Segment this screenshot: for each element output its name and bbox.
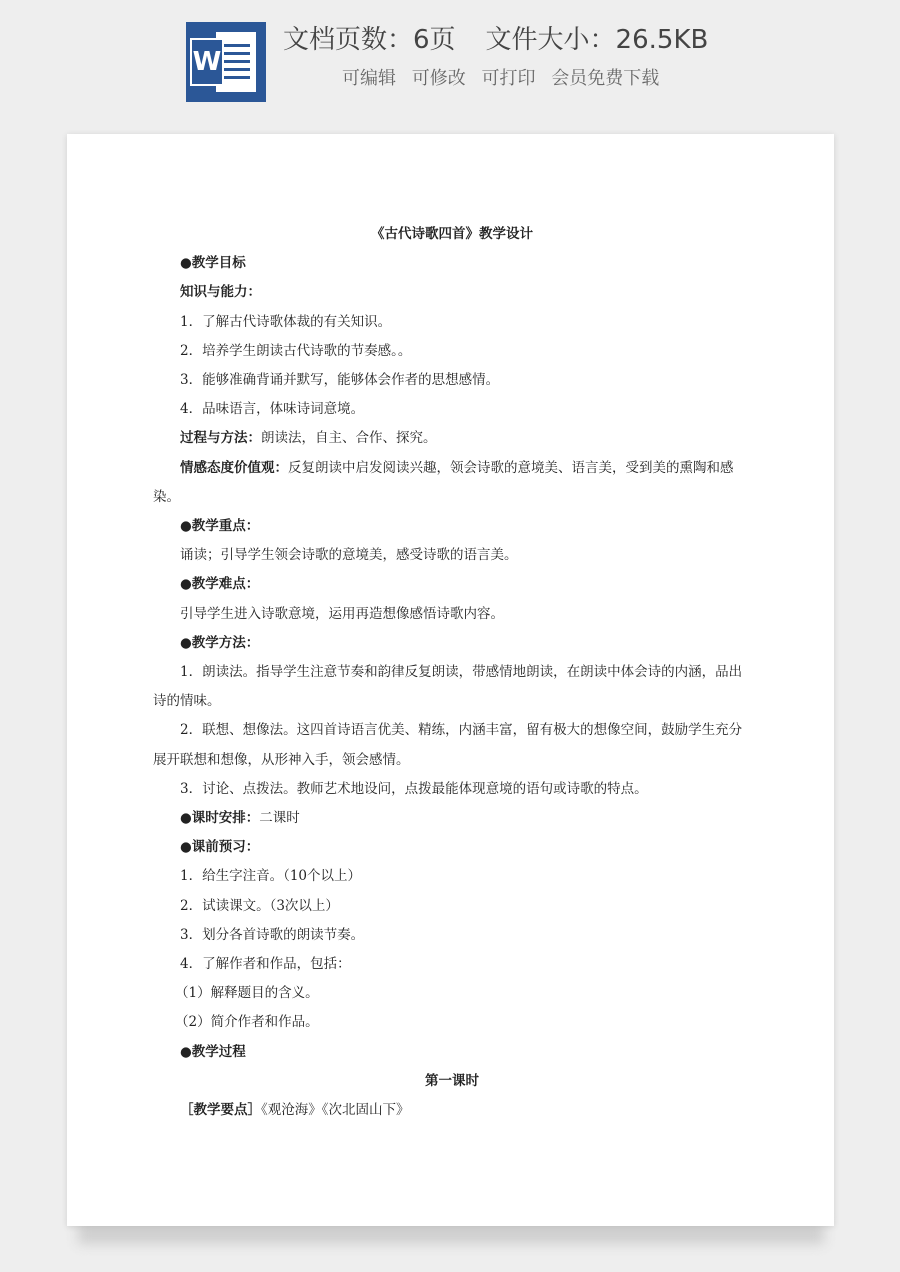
points-label: ［教学要点］ <box>180 1102 261 1119</box>
file-size: 文件大小：26.5KB <box>485 25 709 55</box>
emotion-paragraph <box>153 454 751 512</box>
preview-heading: ●课前预习： <box>180 839 260 856</box>
teaching-points-paragraph <box>153 1096 751 1125</box>
knowledge-item: 4．品味语言，体味诗词意境。 <box>180 401 365 418</box>
schedule-text: 二课时 <box>259 810 300 827</box>
key-text: 诵读；引导学生领会诗歌的意境美，感受诗歌的语言美。 <box>180 547 518 564</box>
method-heading: ●教学方法： <box>180 634 260 651</box>
feature-member-download: 会员免费下载 <box>551 68 660 89</box>
feature-modifiable: 可修改 <box>411 68 466 89</box>
points-text: 《观沧海》《次北固山下》 <box>261 1102 410 1119</box>
page-count: 文档页数：6页 <box>283 25 456 55</box>
teaching-process-heading: ●教学过程 <box>180 1043 246 1060</box>
method-item: 1．朗读法。指导学生注意节奏和韵律反复朗读，带感情地朗读，在朗读中体会诗的内涵，品出诗的情味。 <box>153 664 743 710</box>
document-title: 《古代诗歌四首》教学设计 <box>371 226 533 242</box>
file-stats <box>283 22 708 58</box>
word-icon-line <box>222 60 250 63</box>
goals-heading: ●教学目标 <box>180 255 246 272</box>
preview-subitem: （1）解释题目的含义。 <box>175 985 319 1002</box>
preview-item: 2．试读课文。（3次以上） <box>180 897 339 914</box>
preview-item: 3．划分各首诗歌的朗读节奏。 <box>180 926 365 943</box>
word-icon-line <box>222 76 250 79</box>
feature-editable: 可编辑 <box>342 68 396 89</box>
preview-subitem: （2）简介作者和作品。 <box>175 1014 319 1031</box>
word-document-icon <box>186 22 266 102</box>
knowledge-item: 3．能够准确背诵并默写，能够体会作者的思想感情。 <box>180 372 500 389</box>
feature-printable: 可打印 <box>481 68 536 89</box>
method-item: 3．讨论、点拨法。教师艺术地设问，点拨最能体现意境的语句或诗歌的特点。 <box>180 780 648 797</box>
feature-list <box>342 66 669 92</box>
word-icon-letter: W <box>192 47 222 77</box>
word-icon-line <box>222 44 250 47</box>
download-info-header <box>0 0 900 120</box>
process-method-paragraph <box>153 424 751 453</box>
process-label: 过程与方法： <box>180 430 261 447</box>
word-icon-line <box>222 68 250 71</box>
knowledge-item: 1．了解古代诗歌体裁的有关知识。 <box>180 313 392 330</box>
preview-item: 4．了解作者和作品，包括： <box>180 956 351 973</box>
process-text: 朗读法，自主、合作、探究。 <box>261 430 437 447</box>
method-item: 2．联想、想像法。这四首诗语言优美、精练，内涵丰富，留有极大的想像空间，鼓励学生充分展开联想和想像，从形神入手，领会感情。 <box>153 722 743 768</box>
emotion-label: 情感态度价值观： <box>180 459 288 476</box>
document-page <box>67 134 834 1226</box>
knowledge-heading: 知识与能力： <box>180 284 261 301</box>
preview-item: 1．给生字注音。（10个以上） <box>180 868 362 885</box>
document-body <box>153 220 751 1125</box>
lesson-title: 第一课时 <box>425 1072 479 1089</box>
word-icon-line <box>222 52 250 55</box>
key-heading: ●教学重点： <box>180 518 260 535</box>
difficulty-text: 引导学生进入诗歌意境，运用再造想像感悟诗歌内容。 <box>180 605 504 622</box>
knowledge-item: 2．培养学生朗读古代诗歌的节奏感。。 <box>180 342 412 359</box>
emotion-text: 反复朗读中启发阅读兴趣，领会诗歌的意境美、语言美，受到美的熏陶和感染。 <box>153 459 734 505</box>
difficulty-heading: ●教学难点： <box>180 576 260 593</box>
schedule-paragraph <box>153 804 751 833</box>
schedule-label: ●课时安排： <box>180 810 260 827</box>
